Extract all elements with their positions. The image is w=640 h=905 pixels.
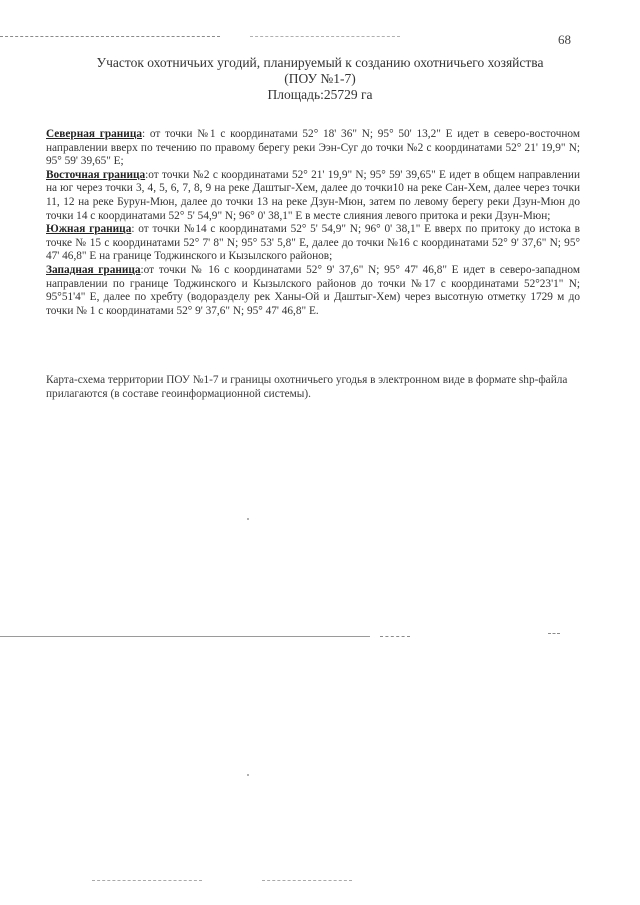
boundary-heading-south: Южная граница: [46, 223, 132, 236]
title-line-3: Площадь:25729 га: [267, 87, 373, 102]
title-line-2: (ПОУ №1-7): [284, 71, 356, 86]
boundary-east: [46, 169, 580, 223]
boundary-heading-east: Восточная граница: [46, 168, 146, 181]
boundary-text-south: : от точки №14 с координатами 52° 5' 54,9" N; 96° 0' 38,1" E вверх по притоку до истока в точке № 15 с координатами 52° 7' 8" N; 95° 53' 5,8" E, далее до точки №16 с координатами 52° 9' 37,6" N; 95° 47' 46,8" E на границе Тоджинского и Кызылского районов;: [46, 223, 580, 263]
scan-line-top-right: [250, 36, 400, 37]
scan-line-middle-far: [548, 633, 560, 634]
boundary-text-east: :от точки №2 с координатами 52° 21' 19,9" N; 95° 59' 39,65" E идет в общем направлении на юг через точки 3, 4, 5, 6, 7, 8, 9 на реке Даштыг-Хем, далее до точки10 на реке Сан-Хем, далее через точки 11, 12 на реке Бурун-Мюн, далее до точки 13 на реке Дзун-Мюн, затем по левому берегу реки Дзун-Мюн до точки 14 с координатами 52° 5' 54,9" N; 96° 0' 38,1" E в месте слияния левого притока и реки Дзун-Мюн;: [46, 168, 580, 222]
scan-speck: [247, 774, 249, 776]
boundary-heading-west: Западная граница: [46, 263, 141, 276]
scan-line-top: [0, 36, 220, 37]
boundary-text-north: : от точки №1 с координатами 52° 18' 36" N; 95° 50' 13,2" E идет в северо-восточном направлении вверх по течению по правому берегу реки Ээн-Суг до точки №2 с координатами 52° 21' 19,9" N; 95° 59' 39,65" E;: [46, 128, 581, 168]
boundary-south: [46, 223, 580, 264]
boundary-west: [46, 264, 580, 318]
boundary-description: [46, 128, 580, 318]
page-number: 68: [558, 32, 571, 47]
scan-line-bottom-right: [262, 880, 352, 881]
document-title: [40, 55, 600, 103]
boundary-north: [46, 128, 580, 169]
title-line-1: Участок охотничьих угодий, планируемый к созданию охотничьего хозяйства: [96, 55, 544, 70]
scan-line-bottom: [92, 880, 202, 881]
boundary-heading-north: Северная граница: [46, 128, 142, 140]
map-note: Карта-схема территории ПОУ №1-7 и границы охотничьего угодья в электронном виде в формате shp-файла прилагаются (в составе геоинформационной системы).: [46, 374, 568, 400]
scan-line-middle-right: [380, 636, 410, 637]
scan-line-middle: [0, 636, 370, 637]
scan-speck: [247, 518, 249, 520]
boundary-text-west: :от точки № 16 с координатами 52° 9' 37,6" N; 95° 47' 46,8" E идет в северо-западном направлении по границе Тоджинского и Кызылского районов до точки №17 с координатами 52°23'1" N; 95°51'4" E, далее по хребту (водоразделу рек Ханы-Ой и Даштыг-Хем) через высотную отметку 1729 м до точки № 1 с координатами 52° 9' 37,6" N; 95° 47' 46,8" E.: [46, 263, 581, 317]
